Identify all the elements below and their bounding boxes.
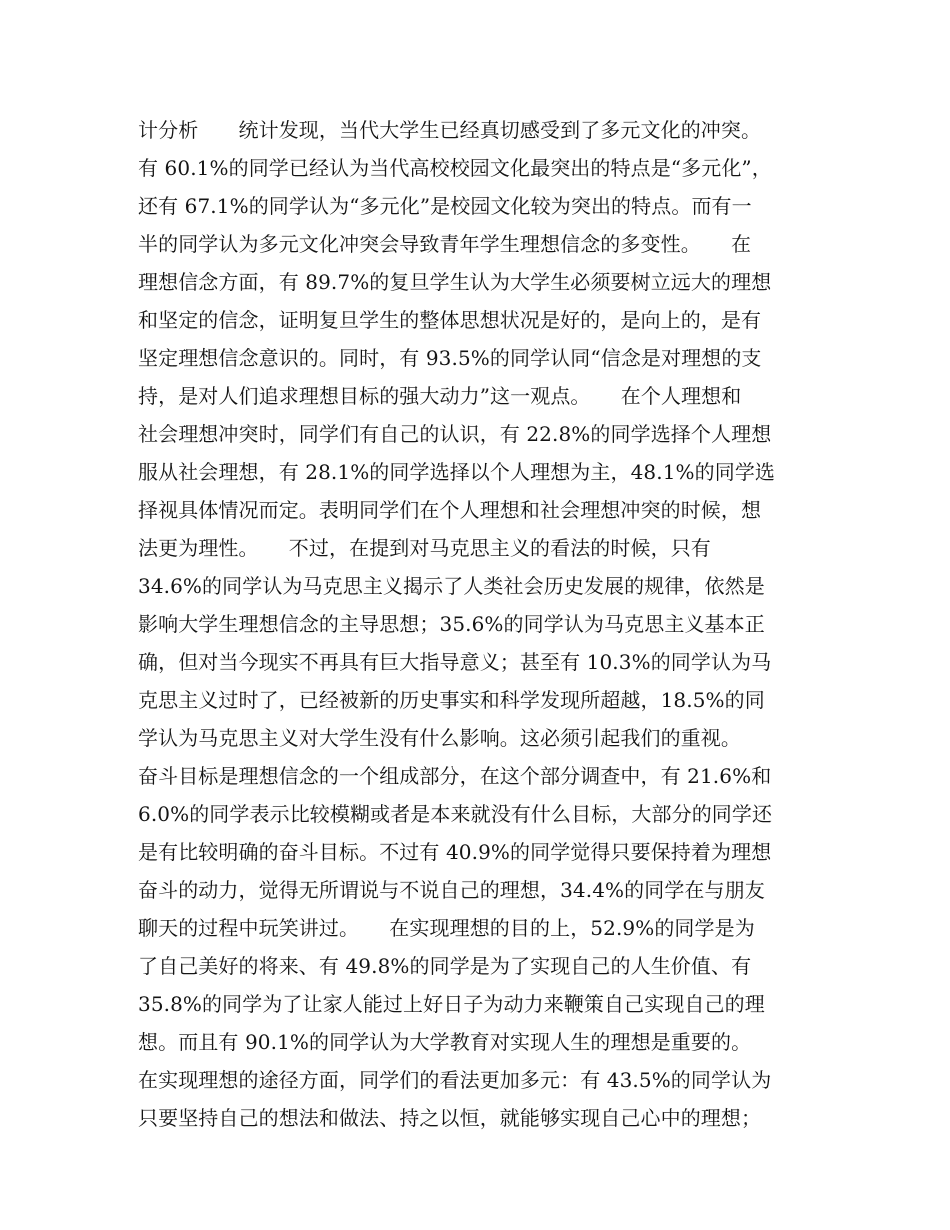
text-line: 有 60.1%的同学已经认为当代高校校园文化最突出的特点是“多元化”，: [138, 156, 772, 180]
body-text: [138, 111, 828, 1137]
text-line: 持，是对人们追求理想目标的强大动力”这一观点。 在个人理想和: [138, 384, 742, 408]
text-line: 35.8%的同学为了让家人能过上好日子为动力来鞭策自己实现自己的理: [138, 992, 765, 1016]
text-line: 6.0%的同学表示比较模糊或者是本来就没有什么目标，大部分的同学还: [138, 802, 773, 826]
text-line: 影响大学生理想信念的主导思想；35.6%的同学认为马克思主义基本正: [138, 612, 765, 636]
text-line: 只要坚持自己的想法和做法、持之以恒，就能够实现自己心中的理想；: [138, 1106, 762, 1130]
text-line: 聊天的过程中玩笑讲过。 在实现理想的目的上，52.9%的同学是为: [138, 916, 755, 940]
text-line: 择视具体情况而定。表明同学们在个人理想和社会理想冲突的时候，想: [138, 498, 762, 522]
text-line: 学认为马克思主义对大学生没有什么影响。这必须引起我们的重视。: [138, 726, 741, 750]
text-line: 计分析 统计发现，当代大学生已经真切感受到了多元文化的冲突。: [138, 118, 762, 142]
text-line: 了自己美好的将来、有 49.8%的同学是为了实现自己的人生价值、有: [138, 954, 752, 978]
text-line: 在实现理想的途径方面，同学们的看法更加多元：有 43.5%的同学认为: [138, 1068, 772, 1092]
text-line: 想。而且有 90.1%的同学认为大学教育对实现人生的理想是重要的。: [138, 1030, 752, 1054]
text-line: 是有比较明确的奋斗目标。不过有 40.9%的同学觉得只要保持着为理想: [138, 840, 772, 864]
text-line: 法更为理性。 不过，在提到对马克思主义的看法的时候，只有: [138, 536, 711, 560]
text-line: 34.6%的同学认为马克思主义揭示了人类社会历史发展的规律，依然是: [138, 574, 765, 598]
text-line: 奋斗目标是理想信念的一个组成部分，在这个部分调查中，有 21.6%和: [138, 764, 772, 788]
text-line: 社会理想冲突时，同学们有自己的认识，有 22.8%的同学选择个人理想: [138, 422, 772, 446]
text-line: 还有 67.1%的同学认为“多元化”是校园文化较为突出的特点。而有一: [138, 194, 752, 218]
text-line: 坚定理想信念意识的。同时，有 93.5%的同学认同“信念是对理想的支: [138, 346, 762, 370]
text-line: 克思主义过时了，已经被新的历史事实和科学发现所超越，18.5%的同: [138, 688, 765, 712]
text-line: 半的同学认为多元文化冲突会导致青年学生理想信念的多变性。 在: [138, 232, 752, 256]
text-line: 理想信念方面，有 89.7%的复旦学生认为大学生必须要树立远大的理想: [138, 270, 772, 294]
text-line: 服从社会理想，有 28.1%的同学选择以个人理想为主，48.1%的同学选: [138, 460, 776, 484]
text-line: 和坚定的信念，证明复旦学生的整体思想状况是好的，是向上的，是有: [138, 308, 762, 332]
text-line: 确，但对当今现实不再具有巨大指导意义；甚至有 10.3%的同学认为马: [138, 650, 772, 674]
text-line: 奋斗的动力，觉得无所谓说与不说自己的理想，34.4%的同学在与朋友: [138, 878, 765, 902]
